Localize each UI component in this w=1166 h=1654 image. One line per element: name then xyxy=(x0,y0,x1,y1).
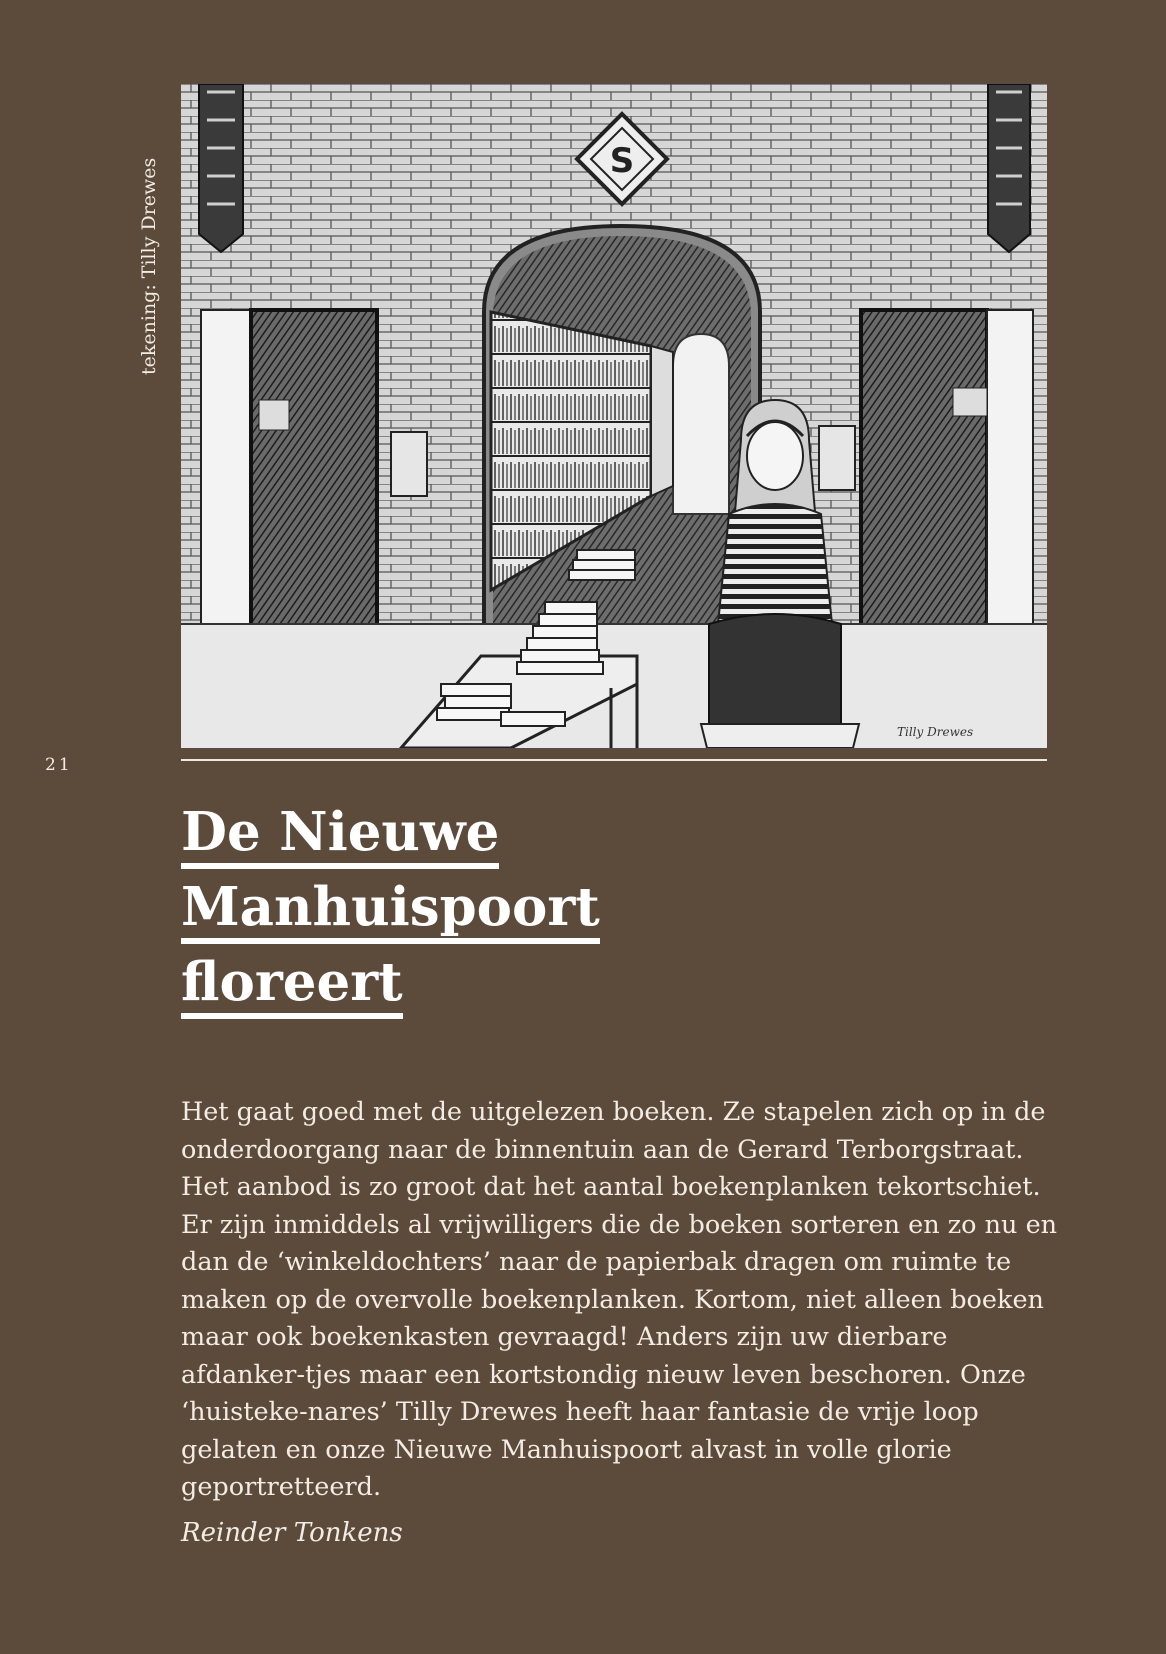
window-left xyxy=(199,84,243,252)
svg-text:S: S xyxy=(609,141,635,181)
author-name: Reinder Tonkens xyxy=(181,1518,403,1548)
article-title xyxy=(181,795,600,1020)
illustration-drawing xyxy=(181,84,1047,748)
illustration-credit: tekening: Tilly Drewes xyxy=(138,157,160,375)
artist-signature: Tilly Drewes xyxy=(897,725,974,739)
title-line-2: Manhuispoort xyxy=(181,876,600,944)
page-number: 21 xyxy=(45,755,73,775)
window-right xyxy=(988,84,1030,252)
title-line-3: floreert xyxy=(181,951,403,1019)
title-line-1: De Nieuwe xyxy=(181,801,499,869)
title-divider xyxy=(181,759,1047,761)
article-body: Het gaat goed met de uitgelezen boeken. Ze stapelen zich op in de onderdoorgang naar de binnentuin aan de Gerard Terborgstraat. Het aanbod is zo groot dat het aantal boekenplanken tekortschiet. Er zijn inmiddels al vrijwilligers die de boeken sorteren en zo nu en dan de ‘winkeldochters’ naar de papierbak dragen om ruimte te maken op de overvolle boekenplanken. Kortom, niet alleen boeken maar ook boekenkasten gevraagd! Anders zijn uw dierbare afdanker-tjes maar een kortstondig nieuw leven beschoren. Onze ‘huisteke-nares’ Tilly Drewes heeft haar fantasie de vrije loop gelaten en onze Nieuwe Manhuispoort alvast in volle glorie geportretteerd. xyxy=(181,1097,1058,1502)
